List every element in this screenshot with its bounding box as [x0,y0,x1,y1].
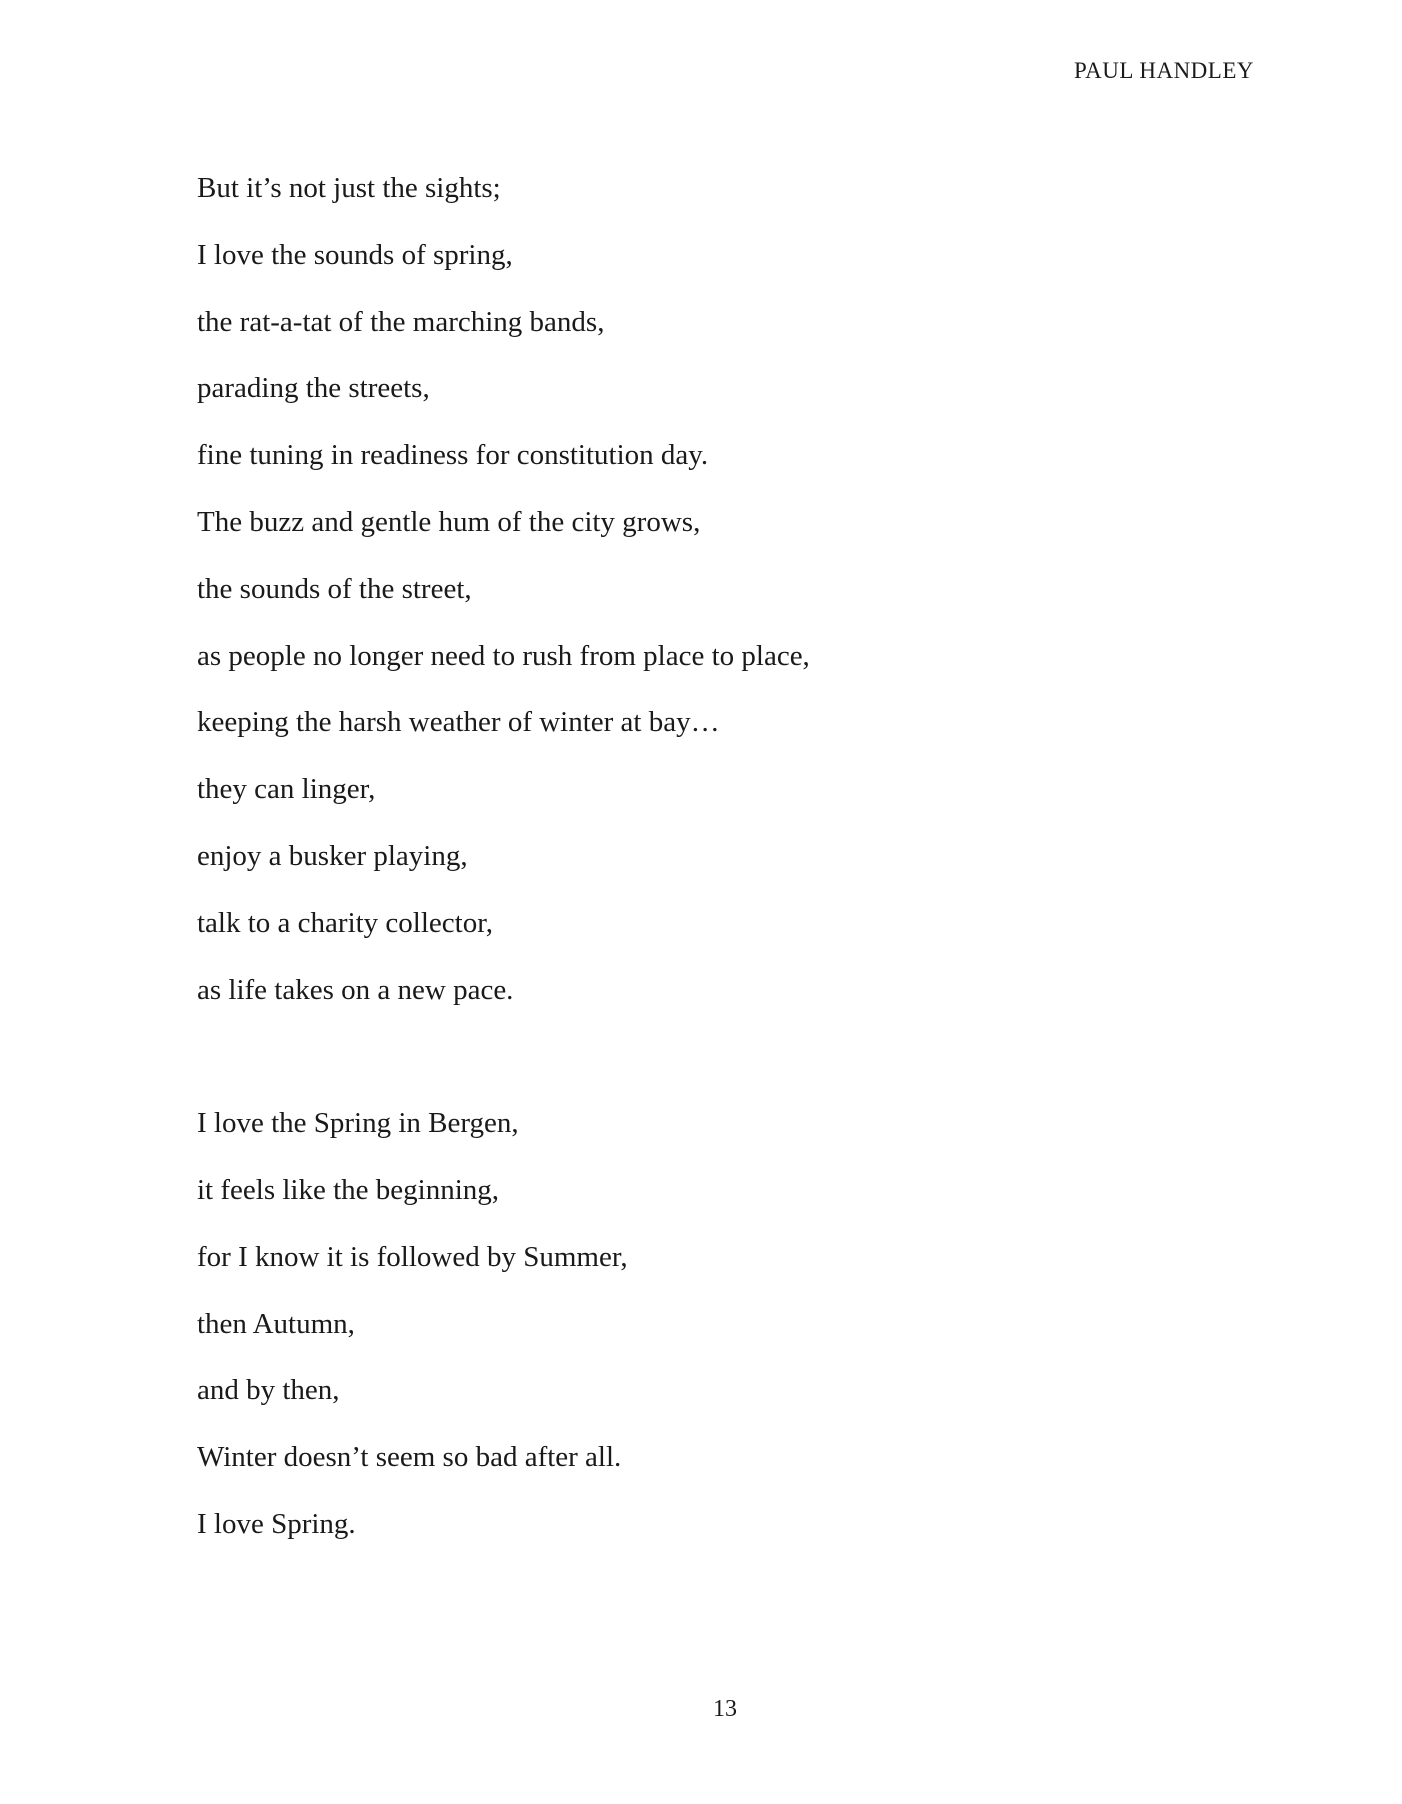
poem-line: keeping the harsh weather of winter at bay… [197,706,720,739]
poem-line: the rat-a-tat of the marching bands, [197,305,605,338]
poem-line: I love Spring. [197,1507,356,1540]
poem-line: talk to a charity collector, [197,906,493,939]
poem-line: as life takes on a new pace. [197,973,514,1006]
poem-line: I love the sounds of spring, [197,238,513,271]
poem-line: they can linger, [197,773,376,806]
poem-line: and by then, [197,1374,340,1407]
poem-line: for I know it is followed by Summer, [197,1240,628,1273]
poem-line: parading the streets, [197,372,430,405]
poem-line: I love the Spring in Bergen, [197,1107,519,1140]
poem-line: fine tuning in readiness for constitution day. [197,439,709,472]
poem-line: But it’s not just the sights; [197,172,501,204]
stanza-break [197,1038,1247,1105]
poem-body [197,170,1247,1573]
poem-line: The buzz and gentle hum of the city grows, [197,505,701,538]
page-number: 13 [713,1696,737,1722]
poem-line: then Autumn, [197,1307,355,1340]
poem-line: the sounds of the street, [197,572,472,605]
running-header-author: PAUL HANDLEY [1074,58,1254,83]
poem-line: as people no longer need to rush from place to place, [197,639,810,672]
poem-line: Winter doesn’t seem so bad after all. [197,1441,622,1474]
poem-line: it feels like the beginning, [197,1173,500,1206]
stanza-2 [197,1105,1247,1573]
poem-line: enjoy a busker playing, [197,839,468,872]
stanza-1 [197,170,1247,1038]
